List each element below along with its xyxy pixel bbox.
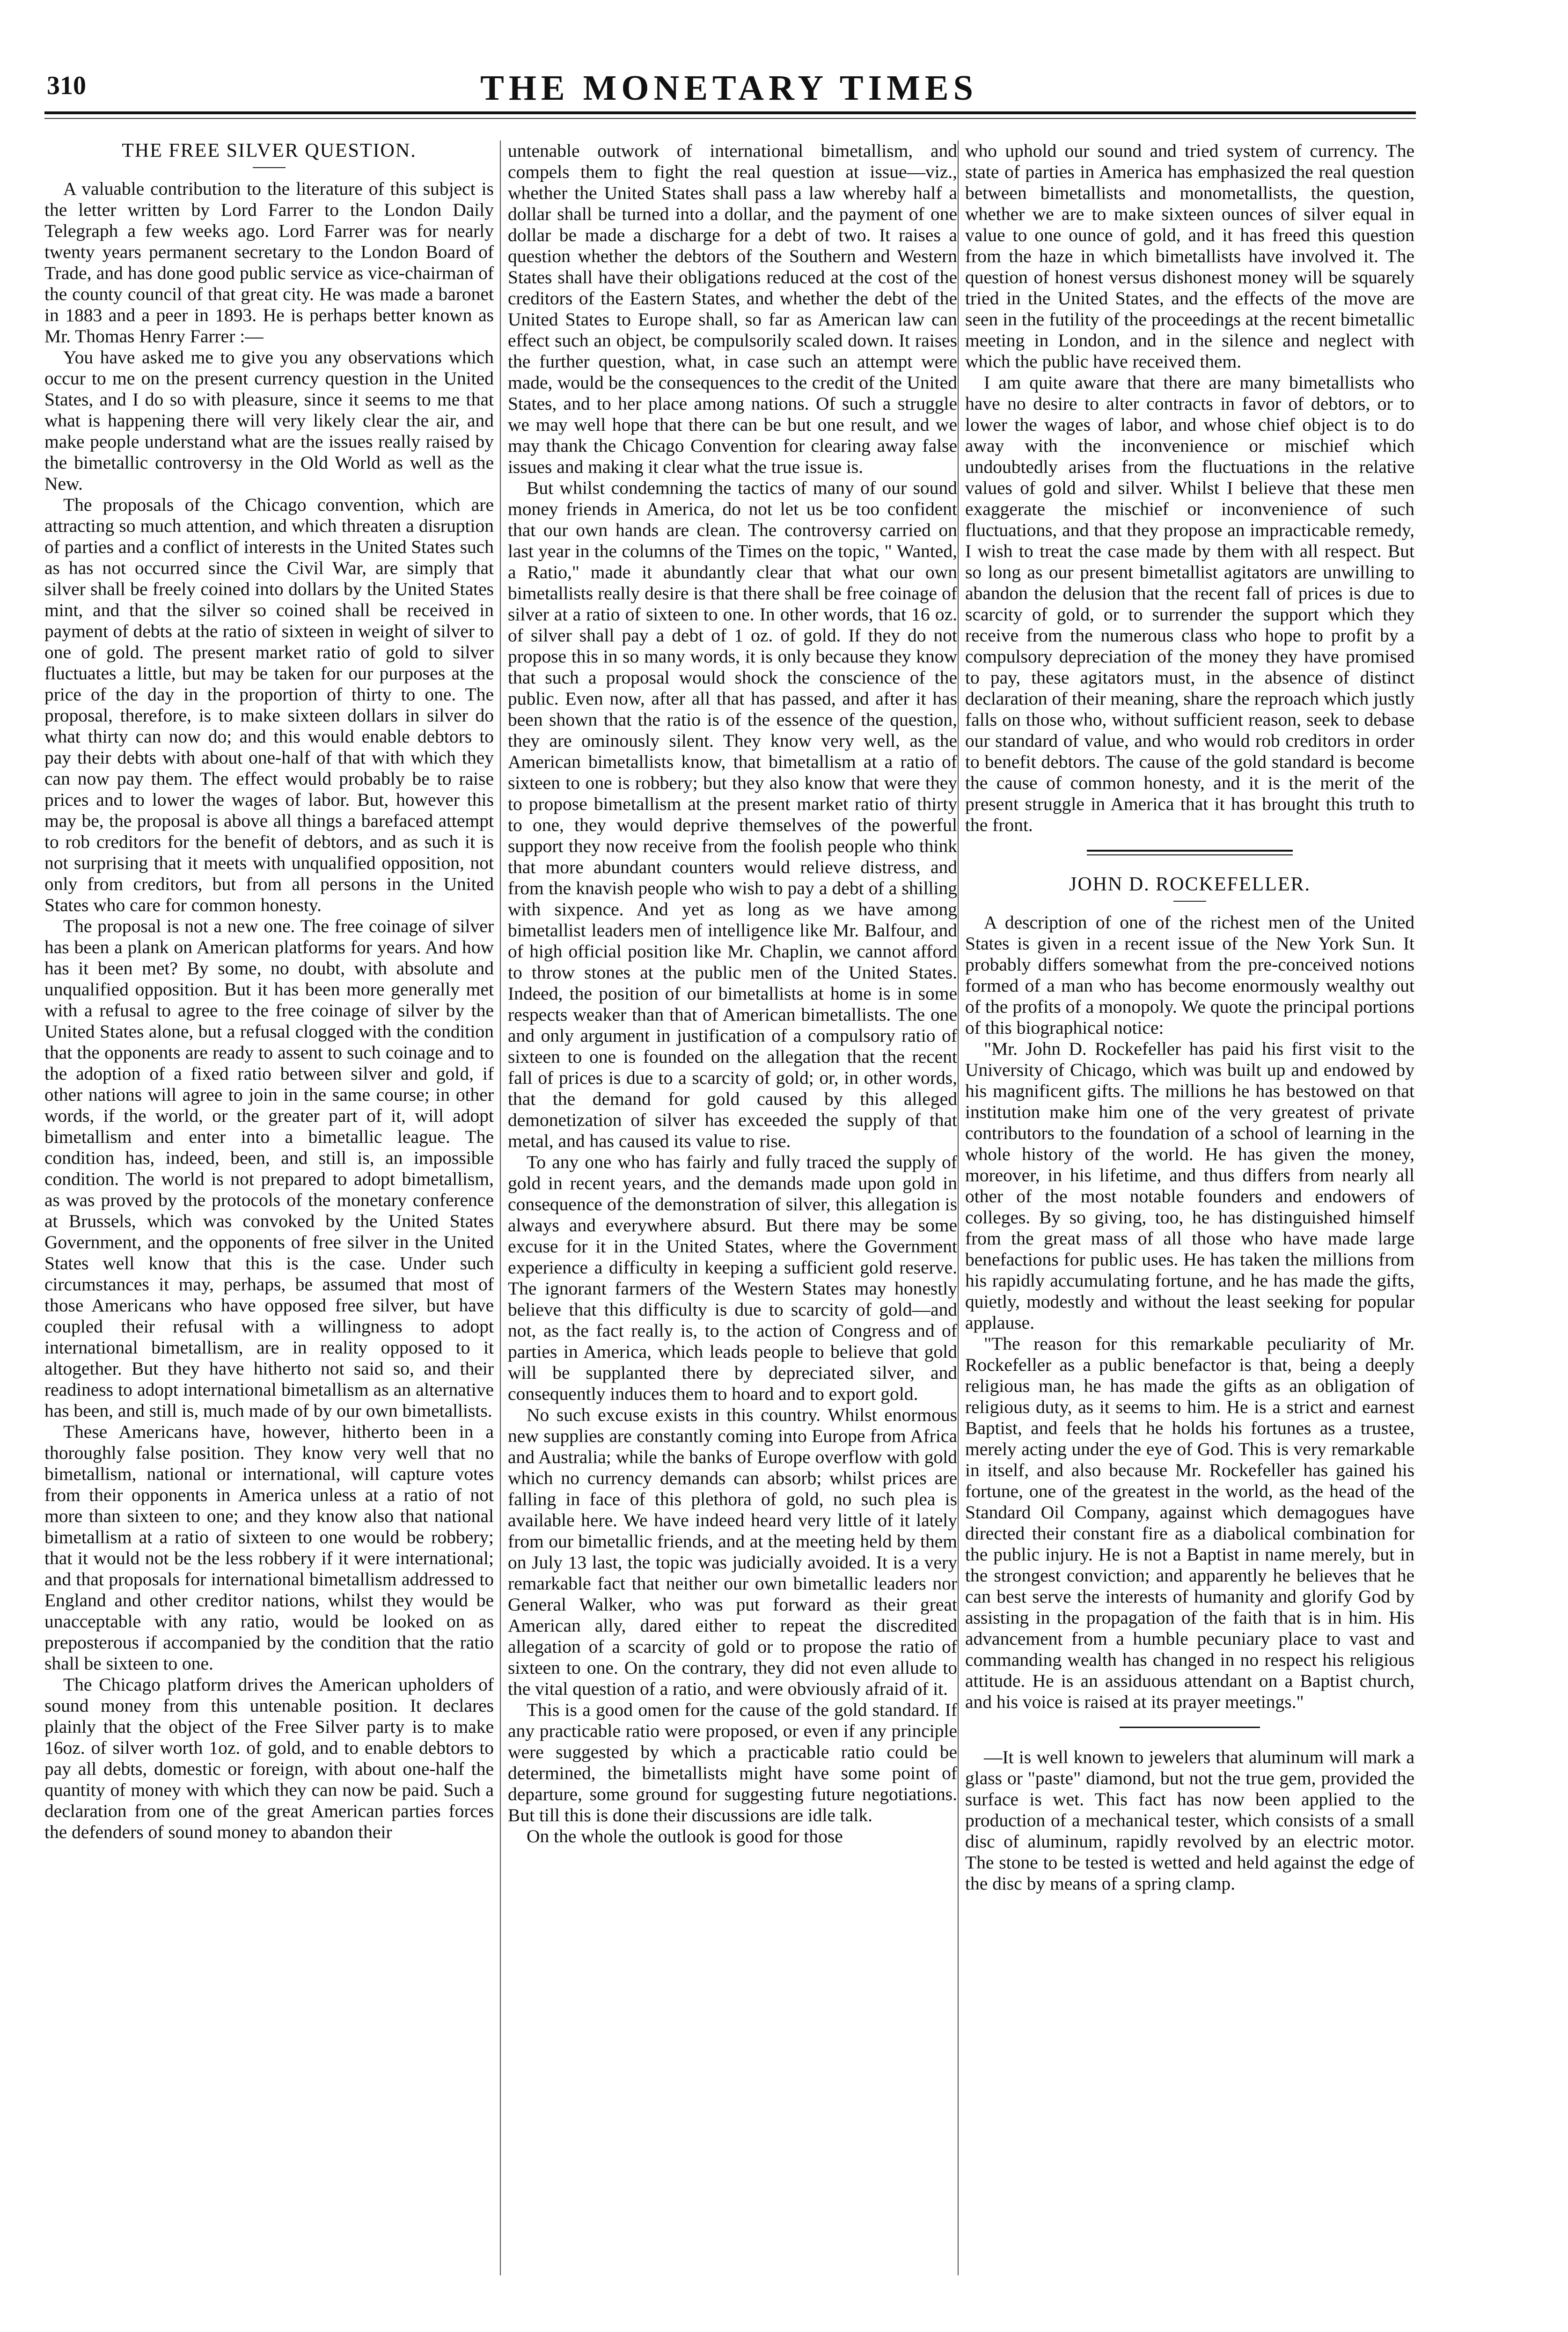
paragraph: You have asked me to give you any observations which occur to me on the present currency question in the United States, and I do so with pleasure, since it seems to me that what is happening there will very likely clear the air, and make people understand what are the issues really raised by the bimetallic controversy in the Old World as well as the New. — [44, 347, 494, 494]
title-dash — [253, 167, 286, 168]
column-1 — [44, 140, 494, 1843]
article-title-rockefeller: JOHN D. ROCKEFELLER. — [1069, 874, 1311, 895]
paragraph: These Americans have, however, hitherto been in a thoroughly false position. They know very well that no bimetallism, national or international, will capture votes from their opponents in America unless at a ratio of not more than sixteen to one; and they know also that national bimetallism at a ratio of sixteen to one would be robbery; that it would not be the less robbery if it were international; and that proposals for international bimetallism addressed to England and other creditor nations, whilst they would be unacceptable with any ratio, would be looked on as preposterous if accompanied by the condition that the ratio shall be sixteen to one. — [44, 1421, 494, 1674]
section-separator — [1087, 850, 1293, 855]
paragraph: The proposal is not a new one. The free coinage of silver has been a plank on American platforms for years. And how has it been met? By some, no doubt, with absolute and unqualified opposition. But it has been more generally met with a refusal to agree to the free coinage of silver by the United States alone, but a refusal clogged with the condition that the opponents are ready to assent to such coinage and to the adoption of a fixed ratio between silver and gold, if other nations will agree to join in the same course; in other words, if the world, or the greater part of it, will adopt bimetallism and enter into a bimetallic league. The condition has, indeed, been, and still is, an impossible condition. The world is not prepared to adopt bimetallism, as was proved by the protocols of the monetary conference at Brussels, which was convoked by the United States Government, and the opponents of free silver in the United States well know that this is the case. Under such circumstances it may, perhaps, be assumed that most of those Americans who have opposed free silver, but have coupled their refusal with a willingness to adopt international bimetallism, are in reality opposed to it altogether. But they have hitherto not said so, and their readiness to adopt international bimetallism as an alternative has been, and still is, much made of by our own bimetallists. — [44, 916, 494, 1421]
paragraph: A description of one of the richest men of the United States is given in a recent issue of the New York Sun. It probably differs somewhat from the pre-conceived notions formed of a man who has become enormously wealthy out of the profits of a monopoly. We quote the principal portions of this biographical notice: — [965, 912, 1414, 1038]
page-number: 310 — [47, 71, 86, 100]
header-rule — [44, 111, 1416, 114]
paragraph: A valuable contribution to the literature of this subject is the letter written by Lord Farrer to the London Daily Telegraph a few weeks ago. Lord Farrer was for nearly twenty years permanent secretary to the London Board of Trade, and has done good public service as vice-chairman of the county council of that great city. He was made a baronet in 1883 and a peer in 1893. He is perhaps better known as Mr. Thomas Henry Farrer :— — [44, 178, 494, 346]
section-separator — [1120, 1727, 1260, 1728]
column-3 — [965, 140, 1414, 1894]
masthead: THE MONETARY TIMES — [480, 68, 978, 108]
paragraph: I am quite aware that there are many bimetallists who have no desire to alter contracts in favor of debtors, or to lower the wages of labor, and whose chief object is to do away with the inconvenience or mischief which undoubtedly arises from the fluctuations in the relative values of gold and silver. Whilst I believe that these men exaggerate the mischief or inconvenience of such fluctuations, and that they propose an impracticable remedy, I wish to treat the case made by them with all respect. But so long as our present bimetallist agitators are unwilling to abandon the delusion that the recent fall of prices is due to scarcity of gold, or to surrender the support which they receive from the numerous class who hope to profit by a compulsory depreciation of the money they have promised to pay, these agitators must, in the absence of distinct declaration of their meaning, share the reproach which justly falls on those who, without sufficient reason, seek to debase our standard of value, and who would rob creditors in order to benefit debtors. The cause of the gold standard is become the cause of common honesty, and it is the merit of the present struggle in America that it has brought this truth to the front. — [965, 372, 1414, 835]
paragraph: No such excuse exists in this country. Whilst enormous new supplies are constantly coming into Europe from Africa and Australia; while the banks of Europe overflow with gold which no currency demands can absorb; whilst prices are falling in face of this plethora of gold, no such plea is available here. We have indeed heard very little of it lately from our bimetallic friends, and at the meeting held by them on July 13 last, the topic was judicially avoided. It is a very remarkable fact that neither our own bimetallic leaders nor General Walker, who was put forward as their great American ally, dared either to repeat the discredited allegation of a scarcity of gold or to propose the ratio of sixteen to one. On the contrary, they did not even allude to the vital question of a ratio, and were obviously afraid of it. — [508, 1405, 957, 1699]
paragraph: "Mr. John D. Rockefeller has paid his first visit to the University of Chicago, which was built up and endowed by his magnificent gifts. The millions he has bestowed on that institution make him one of the very greatest of private contributors to the foundation of a school of learning in the whole history of the world. He has given the money, moreover, in his lifetime, and thus differs from nearly all other of the most notable founders and endowers of colleges. By so giving, too, he has distinguished himself from the great mass of all those who have made large benefactions for public uses. He has taken the millions from his rapidly accumulating fortune, and he has made the gifts, quietly, modestly and without the least seeking for popular applause. — [965, 1038, 1414, 1333]
paragraph: On the whole the outlook is good for those — [527, 1826, 843, 1846]
paragraph: "The reason for this remarkable peculiarity of Mr. Rockefeller as a public benefactor is that, being a deeply religious man, he has made the gifts as an obligation of religious duty, as it seems to him. He is a strict and earnest Baptist, and feels that he holds his fortunes as a trustee, merely acting under the eye of God. This is very remarkable in itself, and also because Mr. Rockefeller has gained his fortune, one of the greatest in the world, as the head of the Standard Oil Company, against which demagogues have directed their constant fire as a diabolical combination for the public injury. He is not a Baptist in name merely, but in the strongest conviction; and apparently he believes that he can best serve the interests of humanity and glorify God by assisting in the propagation of the faith that is in him. His advancement from a humble pecuniary place to vast and commanding wealth has changed in no respect his religious attitude. He is an assiduous attendant on a Baptist church, and his voice is raised at its prayer meetings." — [965, 1333, 1414, 1712]
paragraph: The proposals of the Chicago convention, which are attracting so much attention, and which threaten a disruption of parties and a conflict of interests in the United States such as has not occurred since the Civil War, are simply that silver shall be freely coined into dollars by the United States mint, and that the silver so coined shall be received in payment of debts at the ratio of sixteen in weight of silver to one of gold. The present market ratio of gold to silver fluctuates a little, but may be taken for our purposes at the price of the day in the proportion of thirty to one. The proposal, therefore, is to make sixteen dollars in silver do what thirty can now do; and this would enable debtors to pay their debts with about one-half of that with which they can now pay them. The effect would probably be to raise prices and to lower the wages of labor. But, however this may be, the proposal is above all things a barefaced attempt to rob creditors for the benefit of debtors, and as such it is not surprising that it meets with unqualified opposition, not only from creditors, but from all persons in the United States who care for common honesty. — [44, 494, 494, 915]
paragraph: untenable outwork of international bimetallism, and compels them to fight the real question at issue—viz., whether the United States shall pass a law whereby half a dollar shall be turned into a dollar, and the payment of one dollar be made a discharge for a debt of two. It raises a question whether the debtors of the Southern and Western States shall have their obligations reduced at the cost of the creditors of the Eastern States, and whether the debt of the United States to Europe shall, so far as American law can effect such an object, be compulsorily scaled down. It raises the further question, what, in case such an attempt were made, would be the consequences to the credit of the United States, and to her place among nations. Of such a struggle we may well hope that there can be but one result, and we may thank the Chicago Convention for clearing away false issues and making it clear what the true issue is. — [508, 140, 957, 477]
column-2 — [508, 140, 957, 1847]
title-dash — [1173, 901, 1206, 902]
paragraph: who uphold our sound and tried system of currency. The state of parties in America has emphasized the real question between bimetallists and monometallists, the question, whether we are to make sixteen ounces of silver equal in value to one ounce of gold, and it has freed this question from the haze in which bimetallists have involved it. The question of honest versus dishonest money will be squarely tried in the United States, and the effects of the move are seen in the futility of the proceedings at the recent bimetallic meeting in London, and in the silence and neglect with which the public have received them. — [965, 140, 1414, 372]
column-divider — [500, 140, 501, 2275]
paragraph: But whilst condemning the tactics of many of our sound money friends in America, do not let us be too confident that our own hands are clean. The controversy carried on last year in the columns of the Times on the topic, " Wanted, a Ratio," made it abundantly clear that what our own bimetallists really desire is that there shall be free coinage of silver at a ratio of sixteen to one. In other words, that 16 oz. of silver shall pay a debt of 1 oz. of gold. If they do not propose this in so many words, it is only because they know that such a proposal would shock the conscience of the public. Even now, after all that has passed, and after it has been shown that the ratio is of the essence of the question, they are ominously silent. They know very well, as the American bimetallists know, that bimetallism at a ratio of sixteen to one is robbery; but they also know that were they to propose bimetallism at the present market ratio of thirty to one, they would deprive themselves of the powerful support they now receive from the foolish people who think that more abundant counters would relieve distress, and from the knavish people who wish to pay a debt of a shilling with sixpence. And yet as long as we have among bimetallist leaders men of intelligence like Mr. Balfour, and of high official position like Mr. Chaplin, we cannot afford to throw stones at the public men of the United States. Indeed, the position of our bimetallists at home is in some respects weaker than that of American bimetallists. The one and only argument in justification of a compulsory ratio of sixteen to one is founded on the allegation that the recent fall of prices is due to a scarcity of gold; or, in other words, that the demand for gold caused by this alleged demonetization of silver has exceeded the supply of that metal, and has caused its value to rise. — [508, 478, 957, 1151]
article-title-free-silver: THE FREE SILVER QUESTION. — [122, 140, 417, 162]
paragraph: —It is well known to jewelers that aluminum will mark a glass or "paste" diamond, but not the true gem, provided the surface is wet. This fact has now been applied to the production of a mechanical tester, which consists of a small disc of aluminum, rapidly revolved by an electric motor. The stone to be tested is wetted and held against the edge of the disc by means of a spring clamp. — [965, 1747, 1414, 1894]
paragraph: The Chicago platform drives the American upholders of sound money from this untenable position. It declares plainly that the object of the Free Silver party is to make 16oz. of silver worth 1oz. of gold, and to enable debtors to pay all debts, domestic or foreign, with about one-half the quantity of money with which they can now be paid. Such a declaration from one of the great American parties forces the defenders of sound money to abandon their — [44, 1674, 494, 1842]
paragraph: To any one who has fairly and fully traced the supply of gold in recent years, and the demands made upon gold in consequence of the demonstration of silver, this allegation is always and everywhere absurd. But there may be some excuse for it in the United States, where the Government experience a difficulty in keeping a sufficient gold reserve. The ignorant farmers of the Western States may honestly believe that this difficulty is due to scarcity of gold—and not, as the fact really is, to the action of Congress and of parties in America, which leads people to believe that gold will be supplanted there by depreciated silver, and consequently induces them to hoard and to export gold. — [508, 1152, 957, 1404]
column-divider — [958, 140, 959, 2275]
paragraph: This is a good omen for the cause of the gold standard. If any practicable ratio were proposed, or even if any principle were suggested by which a practicable ratio could be determined, the bimetallists might have some point of departure, some ground for suggesting future negotiations. But till this is done their discussions are idle talk. — [508, 1699, 957, 1825]
header-rule-thin — [44, 118, 1416, 119]
page-header — [42, 68, 1416, 112]
